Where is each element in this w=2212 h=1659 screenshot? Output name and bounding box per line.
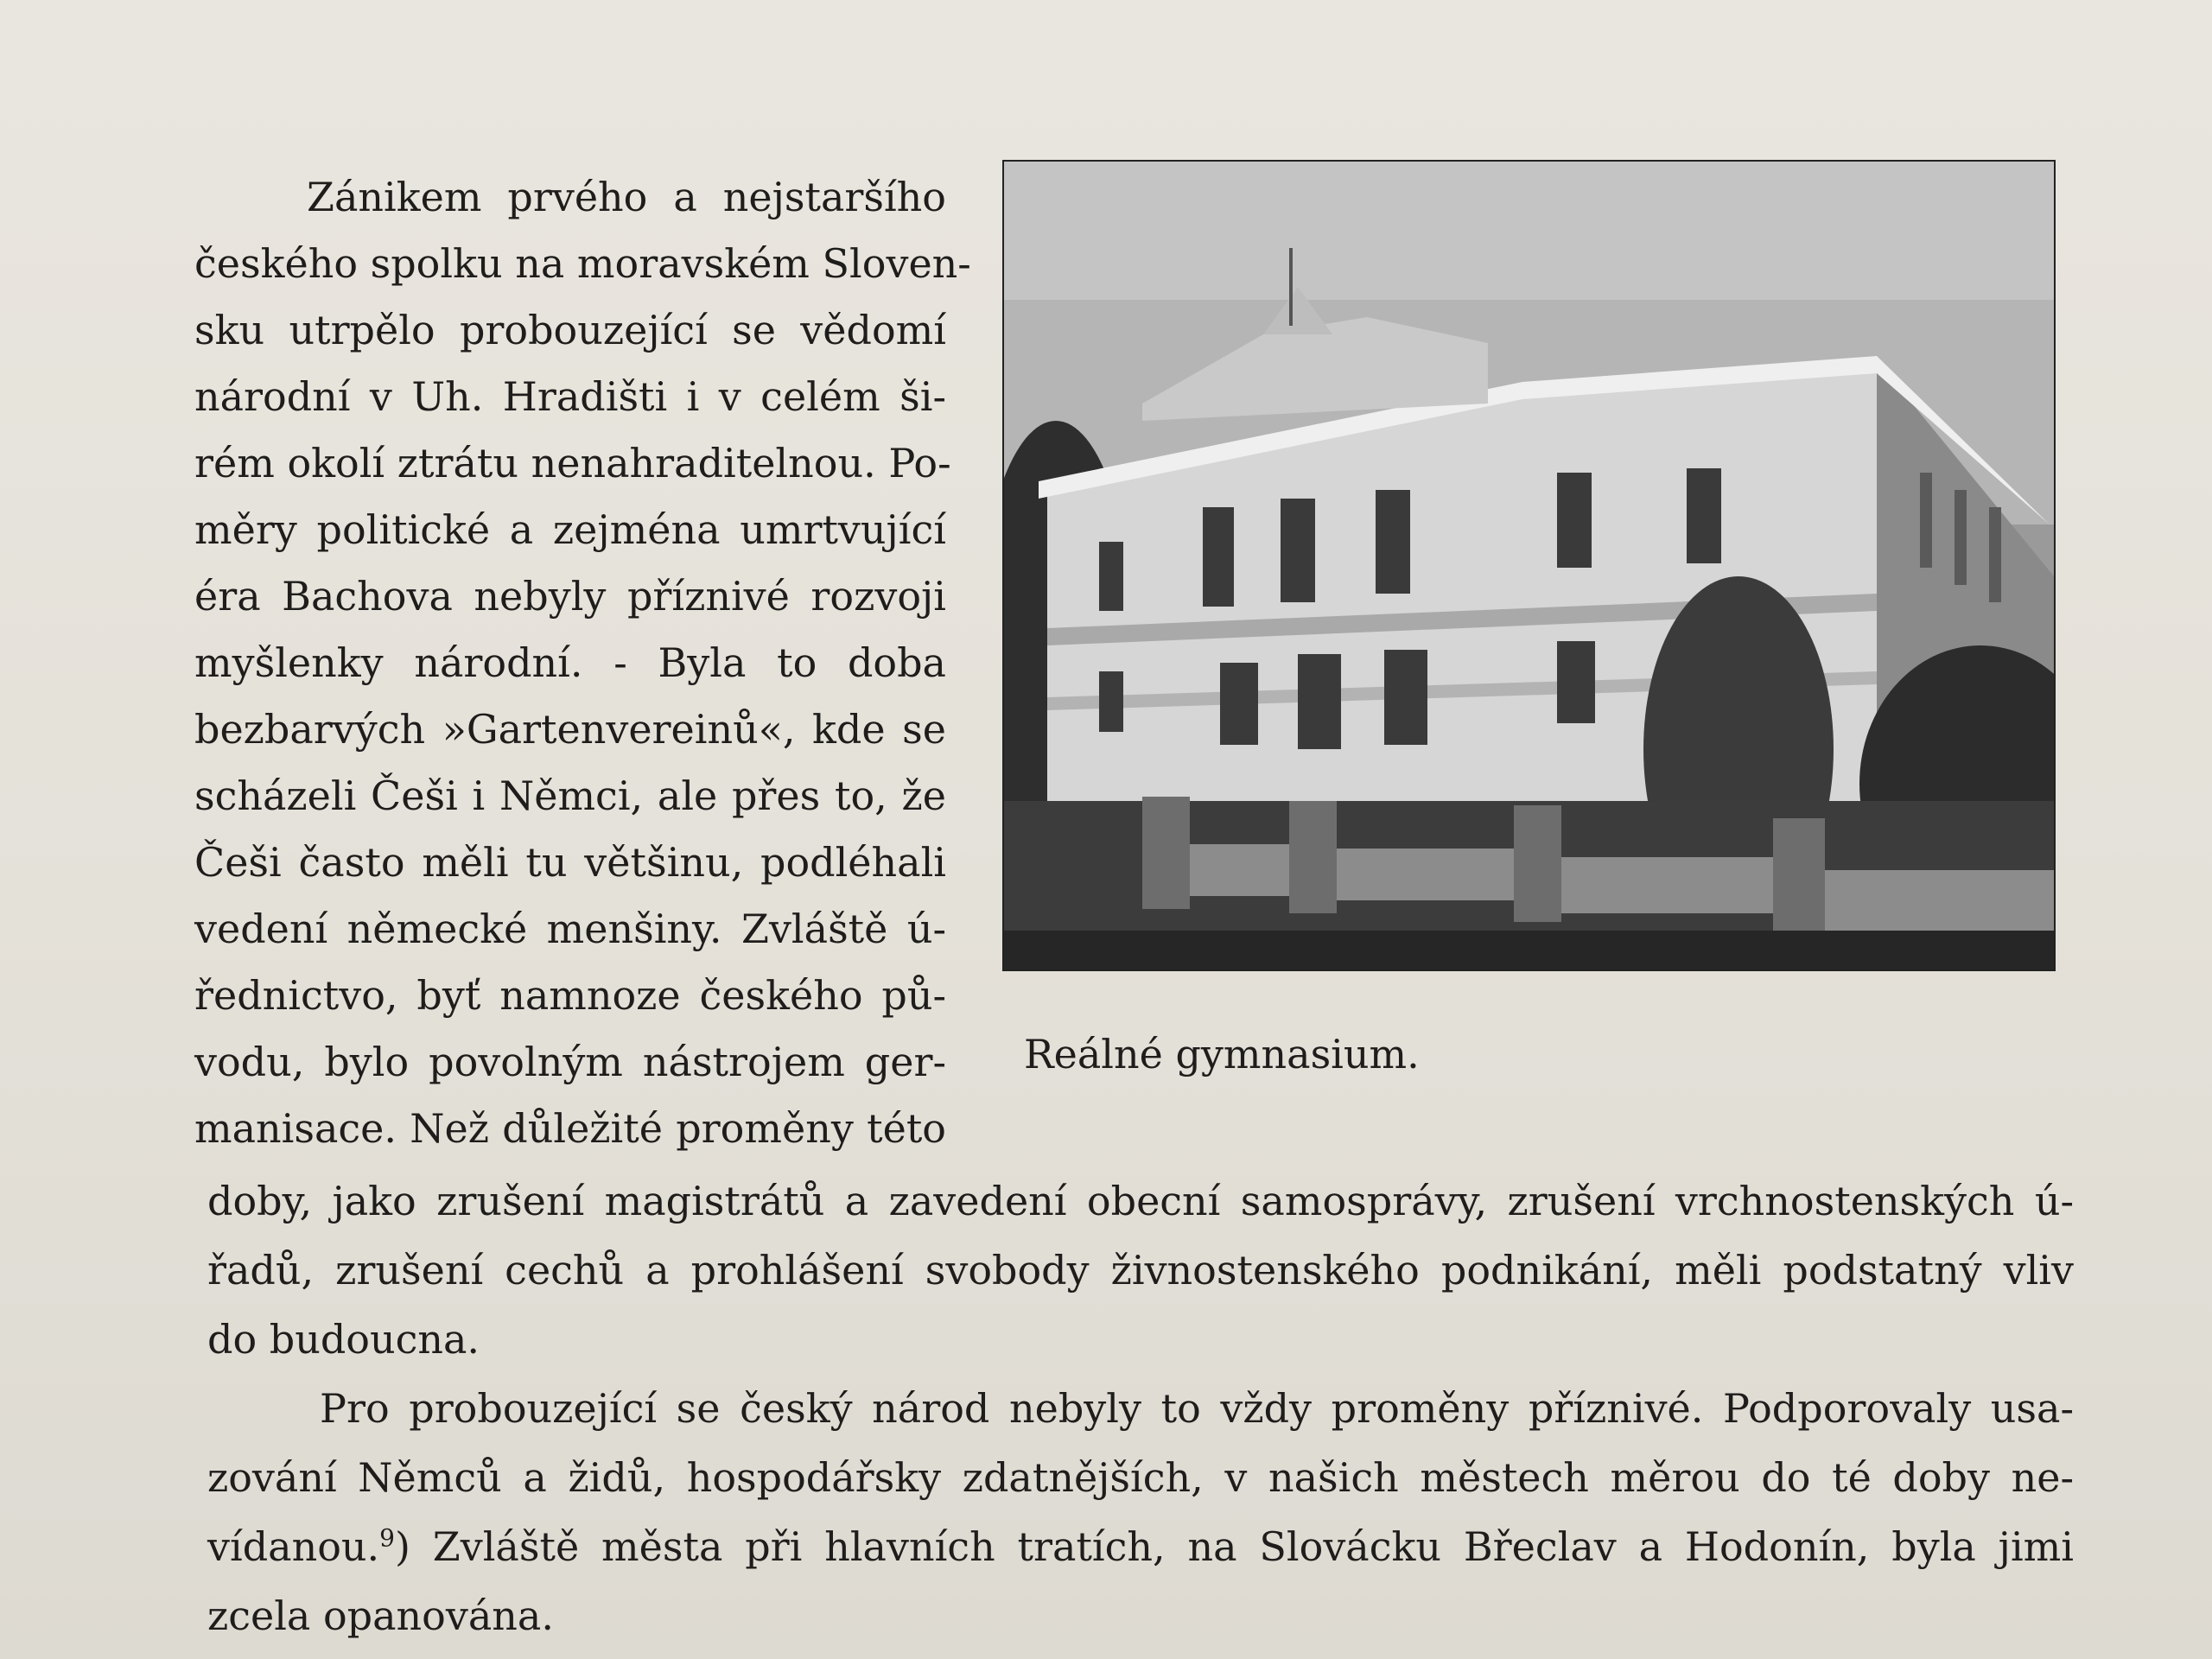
text-line: měry politické a zejména umrtvující: [194, 506, 946, 553]
text-line: Pro probouzející se český národ nebyly to vždy proměny příznivé. Podporovaly usa-: [320, 1385, 2074, 1432]
text-line: zcela opanována.: [207, 1592, 554, 1639]
text-line: myšlenky národní. - Byla to doba: [194, 639, 946, 686]
text-line: éra Bachova nebyly příznivé rozvoji: [194, 573, 946, 620]
text-line: vodu, bylo povolným nástrojem ger-: [194, 1039, 946, 1085]
text-line: [207, 1512, 2074, 1581]
building-illustration: [1004, 162, 2054, 969]
text-line: do budoucna.: [207, 1316, 480, 1363]
text-line: bezbarvých »Gartenvereinů«, kde se: [194, 706, 946, 753]
text-line: národní v Uh. Hradišti i v celém ši-: [194, 373, 946, 420]
text-line: doby, jako zrušení magistrátů a zavedení obecní samosprávy, zrušení vrchnostenských ú-: [207, 1178, 2074, 1224]
text-line: scházeli Češi i Němci, ale přes to, že: [194, 772, 946, 819]
full-width-text: [207, 1166, 2074, 1650]
text-line: Češi často měli tu většinu, podléhali: [194, 839, 946, 886]
text-line: Zánikem prvého a nejstaršího: [307, 174, 946, 220]
text-line: vedení německé menšiny. Zvláště ú-: [194, 906, 946, 952]
text-line: řadů, zrušení cechů a prohlášení svobody živnostenského podnikání, měli podstatný vliv: [207, 1247, 2074, 1294]
text-line: manisace. Než důležité proměny této: [194, 1105, 946, 1152]
text-line: českého spolku na moravském Sloven-: [194, 240, 971, 287]
building-photograph: [1002, 160, 2056, 971]
left-column-text: [194, 164, 971, 1162]
text-line: řednictvo, byť namnoze českého pů-: [194, 972, 946, 1019]
text-fragment: vídanou.: [207, 1523, 380, 1570]
text-line: zování Němců a židů, hospodářsky zdatnějších, v našich městech měrou do té doby ne-: [207, 1454, 2074, 1501]
footnote-marker: 9: [379, 1523, 395, 1553]
text-line: rém okolí ztrátu nenahraditelnou. Po-: [194, 440, 951, 486]
text-fragment: ) Zvláště města při hlavních tratích, na Slovácku Břeclav a Hodonín, byla jimi: [394, 1523, 2074, 1570]
text-line: sku utrpělo probouzející se vědomí: [194, 307, 946, 353]
photo-caption: Reálné gymnasium.: [1024, 1031, 1420, 1077]
